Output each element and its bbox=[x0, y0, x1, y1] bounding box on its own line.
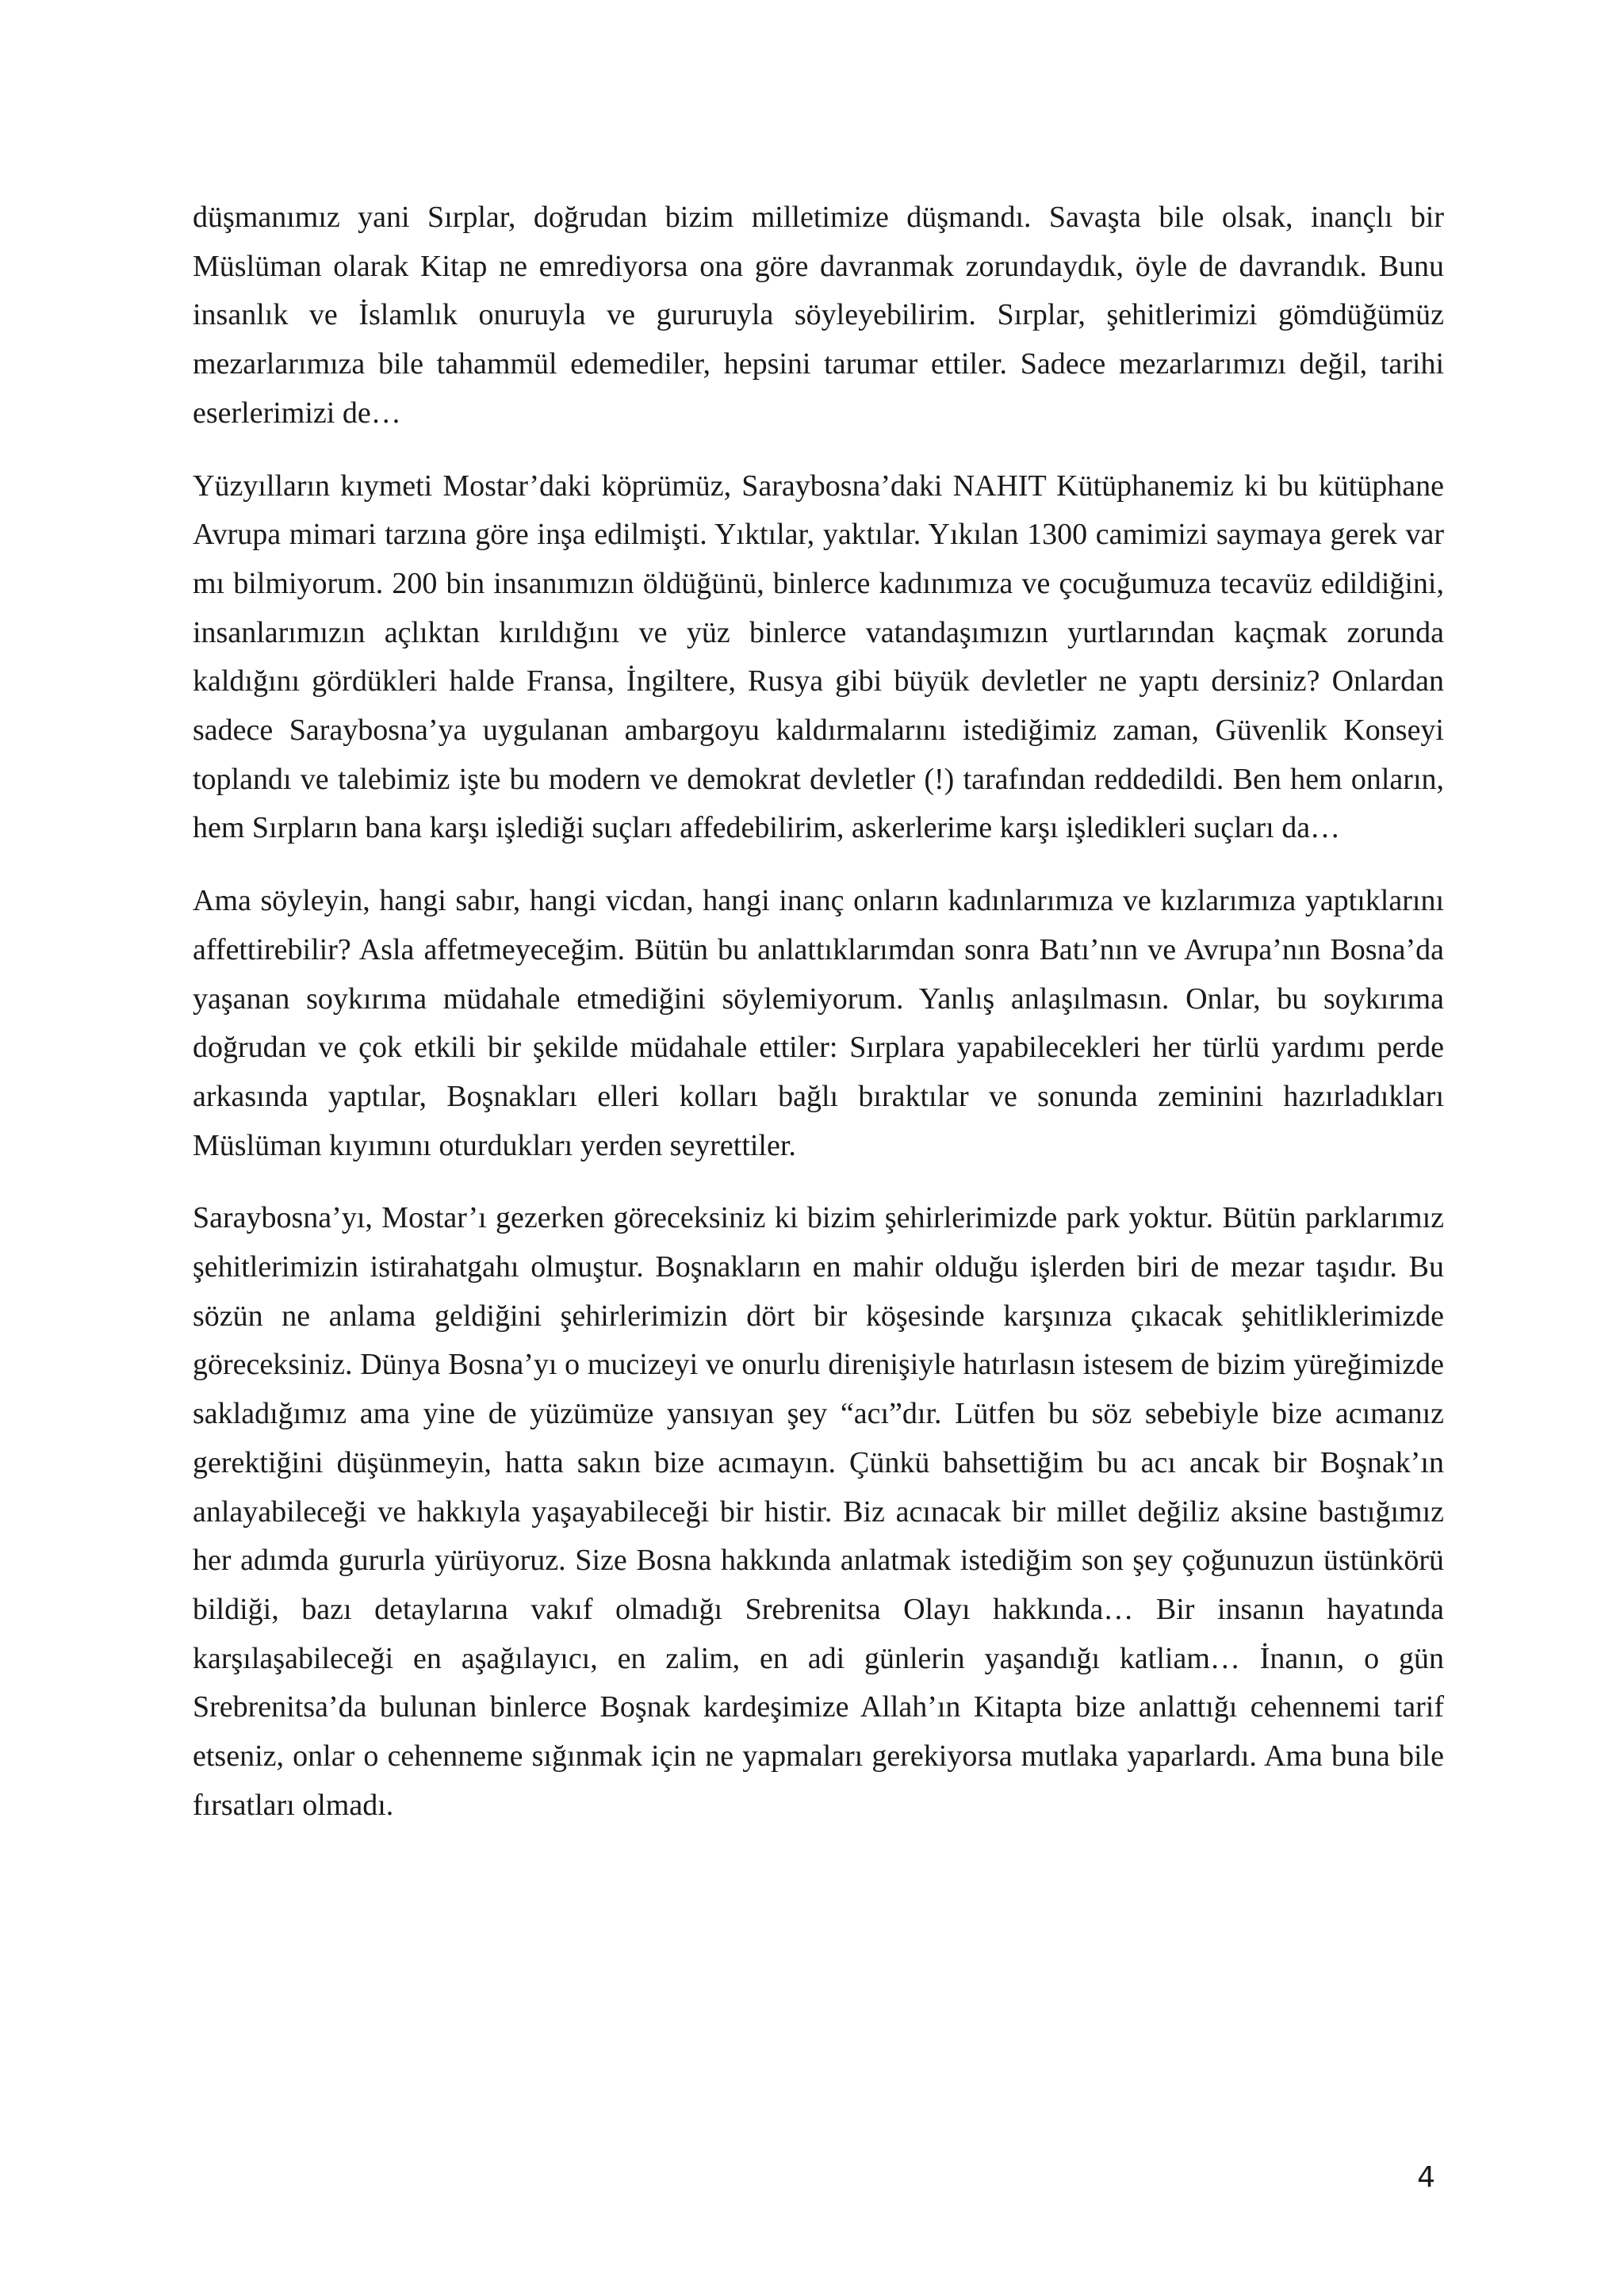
paragraph-2: Yüzyılların kıymeti Mostar’daki köprümüz, Saraybosna’daki NAHIT Kütüphanemiz ki bu kütüphane Avrupa mimari tarzına göre inşa edilmişti. Yıktılar, yaktılar. Yıkılan 1300 camimizi saymaya gerek var mı bilmiyorum. 200 bin insanımızın öldüğünü, binlerce kadınımıza ve çocuğumuza tecavüz edildiğini, insanlarımızın açlıktan kırıldığını ve yüz binlerce vatandaşımızın yurtlarından kaçmak zorunda kaldığını gördükleri halde Fransa, İngiltere, Rusya gibi büyük devletler ne yaptı dersiniz? Onlardan sadece Saraybosna’ya uygulanan ambargoyu kaldırmalarını istediğimiz zaman, Güvenlik Konseyi toplandı ve talebimiz işte bu modern ve demokrat devletler (!) tarafından reddedildi. Ben hem onların, hem Sırpların bana karşı işlediği suçları affedebilirim, askerlerime karşı işledikleri suçları da… bbox=[193, 469, 1444, 845]
page-number: 4 bbox=[1417, 2161, 1435, 2194]
body-text bbox=[193, 193, 1444, 1831]
paragraph-3: Ama söyleyin, hangi sabır, hangi vicdan, hangi inanç onların kadınlarımıza ve kızlarımıza yaptıklarını affettirebilir? Asla affetmeyeceğim. Bütün bu anlattıklarımdan sonra Batı’nın ve Avrupa’nın Bosna’da yaşanan soykırıma müdahale etmediğini söylemiyorum. Yanlış anlaşılmasın. Onlar, bu soykırıma doğrudan ve çok etkili bir şekilde müdahale ettiler: Sırplara yapabilecekleri her türlü yardımı perde arkasında yaptılar, Boşnakları elleri kolları bağlı bıraktılar ve sonunda zeminini hazırladıkları Müslüman kıyımını oturdukları yerden seyrettiler. bbox=[193, 884, 1444, 1162]
paragraph-1: düşmanımız yani Sırplar, doğrudan bizim milletimize düşmandı. Savaşta bile olsak, inançlı bir Müslüman olarak Kitap ne emrediyorsa ona göre davranmak zorundaydık, öyle de davrandık. Bunu insanlık ve İslamlık onuruyla ve gururuyla söyleyebilirim. Sırplar, şehitlerimizi gömdüğümüz mezarlarımıza bile tahammül edemediler, hepsini tarumar ettiler. Sadece mezarlarımızı değil, tarihi eserlerimizi de… bbox=[193, 201, 1444, 430]
paragraph-4: Saraybosna’yı, Mostar’ı gezerken göreceksiniz ki bizim şehirlerimizde park yoktur. Bütün parklarımız şehitlerimizin istirahatgahı olmuştur. Boşnakların en mahir olduğu işlerden biri de mezar taşıdır. Bu sözün ne anlama geldiğini şehirlerimizin dört bir köşesinde karşınıza çıkacak şehitliklerimizde göreceksiniz. Dünya Bosna’yı o mucizeyi ve onurlu direnişiyle hatırlasın istesem de bizim yüreğimizde sakladığımız ama yine de yüzümüze yansıyan şey “acı”dır. Lütfen bu söz sebebiyle bize acımanız gerektiğini düşünmeyin, hatta sakın bize acımayın. Çünkü bahsettiğim bu acı ancak bir Boşnak’ın anlayabileceği ve hakkıyla yaşayabileceği bir histir. Biz acınacak bir millet değiliz aksine bastığımız her adımda gururla yürüyoruz. Size Bosna hakkında anlatmak istediğim son şey çoğunuzun üstünkörü bildiği, bazı detaylarına vakıf olmadığı Srebrenitsa Olayı hakkında… Bir insanın hayatında karşılaşabileceği en aşağılayıcı, en zalim, en adi günlerin yaşandığı katliam… İnanın, o gün Srebrenitsa’da bulunan binlerce Boşnak kardeşimize Allah’ın Kitapta bize anlattığı cehennemi tarif etseniz, onlar o cehenneme sığınmak için ne yapmaları gerekiyorsa mutlaka yaparlardı. Ama buna bile fırsatları olmadı. bbox=[193, 1201, 1444, 1822]
